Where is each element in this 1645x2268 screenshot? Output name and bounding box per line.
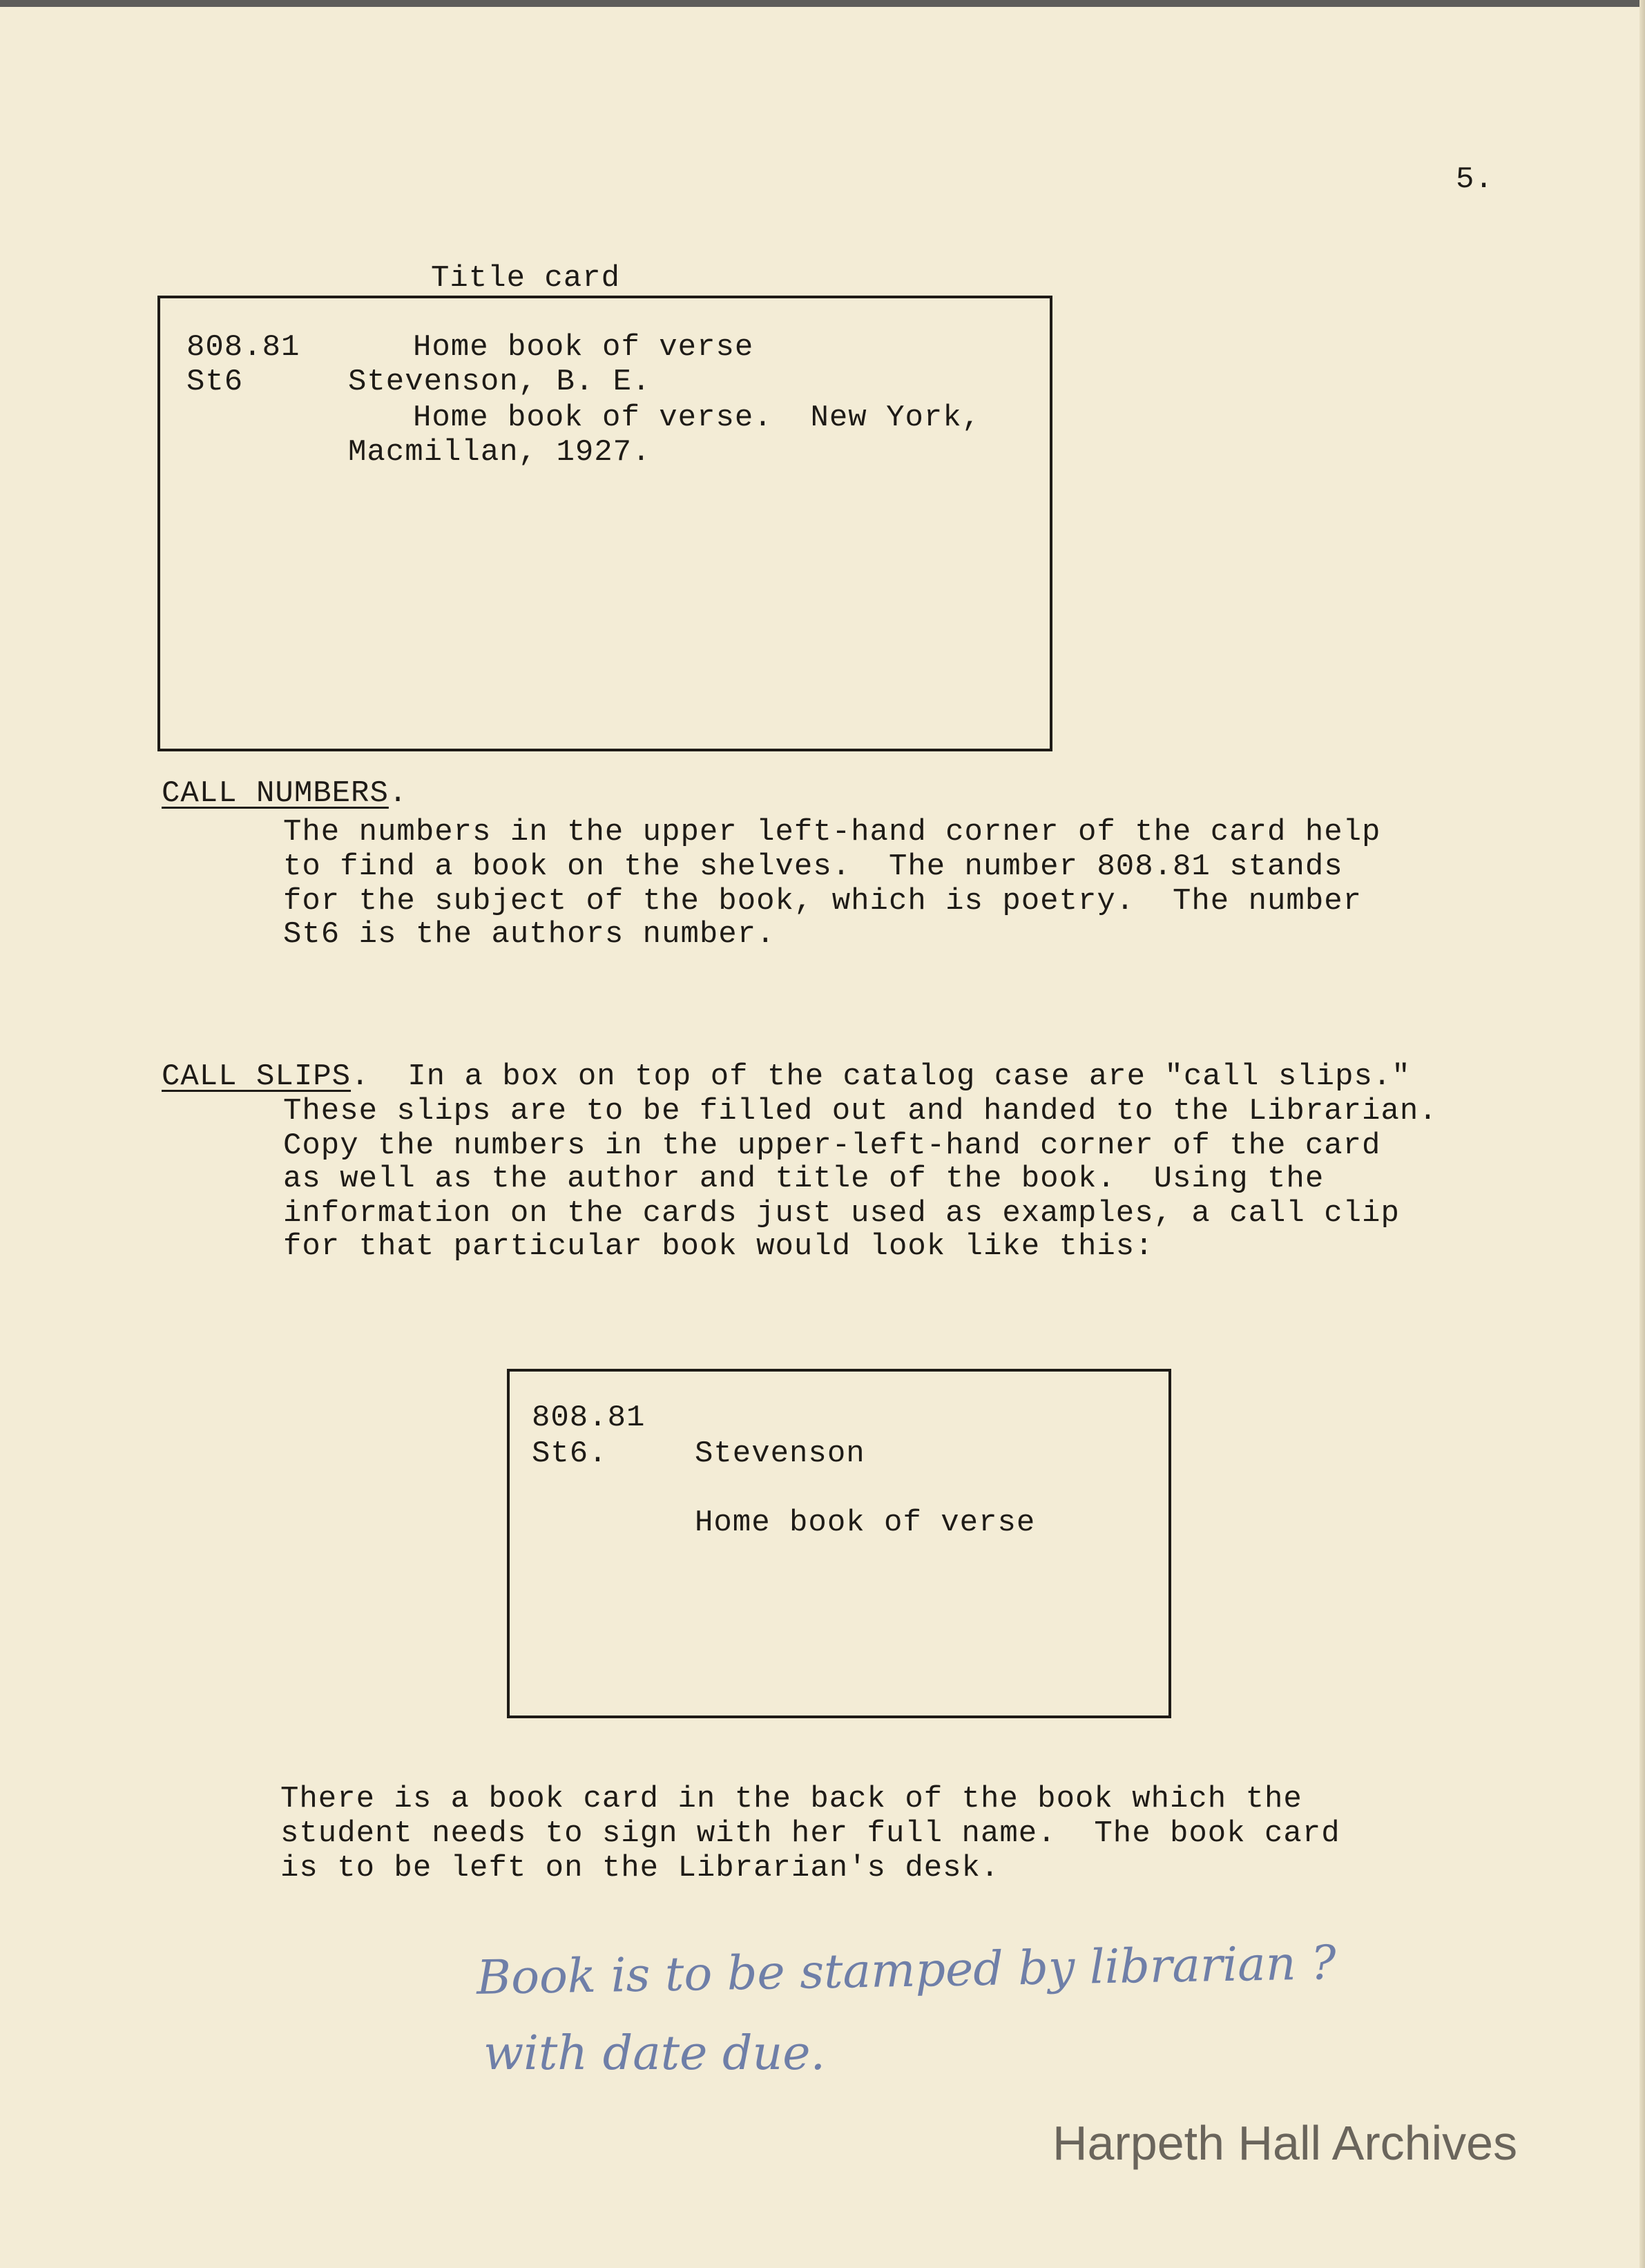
title-card-line-3: Home book of verse. New York,	[413, 401, 981, 435]
title-card-line-2: Stevenson, B. E.	[348, 365, 651, 399]
call-slips-line-3: as well as the author and title of the book. Using the	[283, 1162, 1325, 1196]
title-card-call-number-1: 808.81	[186, 330, 300, 365]
call-numbers-heading-block	[162, 776, 407, 811]
call-slip-call-number-1: 808.81	[532, 1401, 646, 1435]
call-numbers-heading: CALL NUMBERS	[162, 776, 389, 811]
call-numbers-heading-suffix: .	[388, 776, 408, 811]
handwritten-note-line-2: with date due.	[483, 2026, 826, 2081]
scan-right-edge	[1639, 0, 1645, 2268]
call-slips-heading-block	[162, 1059, 1411, 1094]
call-slip-call-number-2: St6.	[532, 1436, 608, 1471]
scan-top-edge	[0, 0, 1645, 7]
title-card-call-number-2: St6	[186, 365, 244, 399]
call-numbers-line-2: to find a book on the shelves. The number 808.81 stands	[283, 849, 1343, 884]
call-slips-line-4: information on the cards just used as examples, a call clip	[283, 1196, 1400, 1231]
book-card-line-2: student needs to sign with her full name. The book card	[280, 1816, 1340, 1851]
title-card-line-4: Macmillan, 1927.	[348, 435, 651, 470]
handwritten-note-line-1: Book is to be stamped by librarian ?	[476, 1936, 1337, 2006]
page-number: 5.	[1456, 162, 1494, 197]
call-numbers-line-3: for the subject of the book, which is poetry. The number	[283, 884, 1363, 919]
call-slip-author: Stevenson	[695, 1436, 865, 1471]
call-slips-line-5: for that particular book would look like this:	[283, 1229, 1154, 1264]
call-slips-line-2: Copy the numbers in the upper-left-hand corner of the card	[283, 1128, 1381, 1163]
archive-watermark: Harpeth Hall Archives	[1052, 2116, 1518, 2170]
call-slip-title: Home book of verse	[695, 1506, 1036, 1540]
book-card-line-3: is to be left on the Librarian's desk.	[280, 1851, 1000, 1885]
call-slips-heading: CALL SLIPS	[162, 1059, 352, 1094]
call-slips-heading-rest: . In a box on top of the catalog case are "call slips."	[351, 1059, 1411, 1094]
call-slips-line-1: These slips are to be filled out and handed to the Librarian.	[283, 1094, 1438, 1128]
call-numbers-line-1: The numbers in the upper left-hand corner of the card help	[283, 815, 1381, 849]
call-numbers-line-4: St6 is the authors number.	[283, 917, 776, 952]
book-card-line-1: There is a book card in the back of the book which the	[280, 1782, 1302, 1816]
title-card-line-1: Home book of verse	[413, 330, 754, 365]
title-card-heading: Title card	[431, 261, 621, 296]
